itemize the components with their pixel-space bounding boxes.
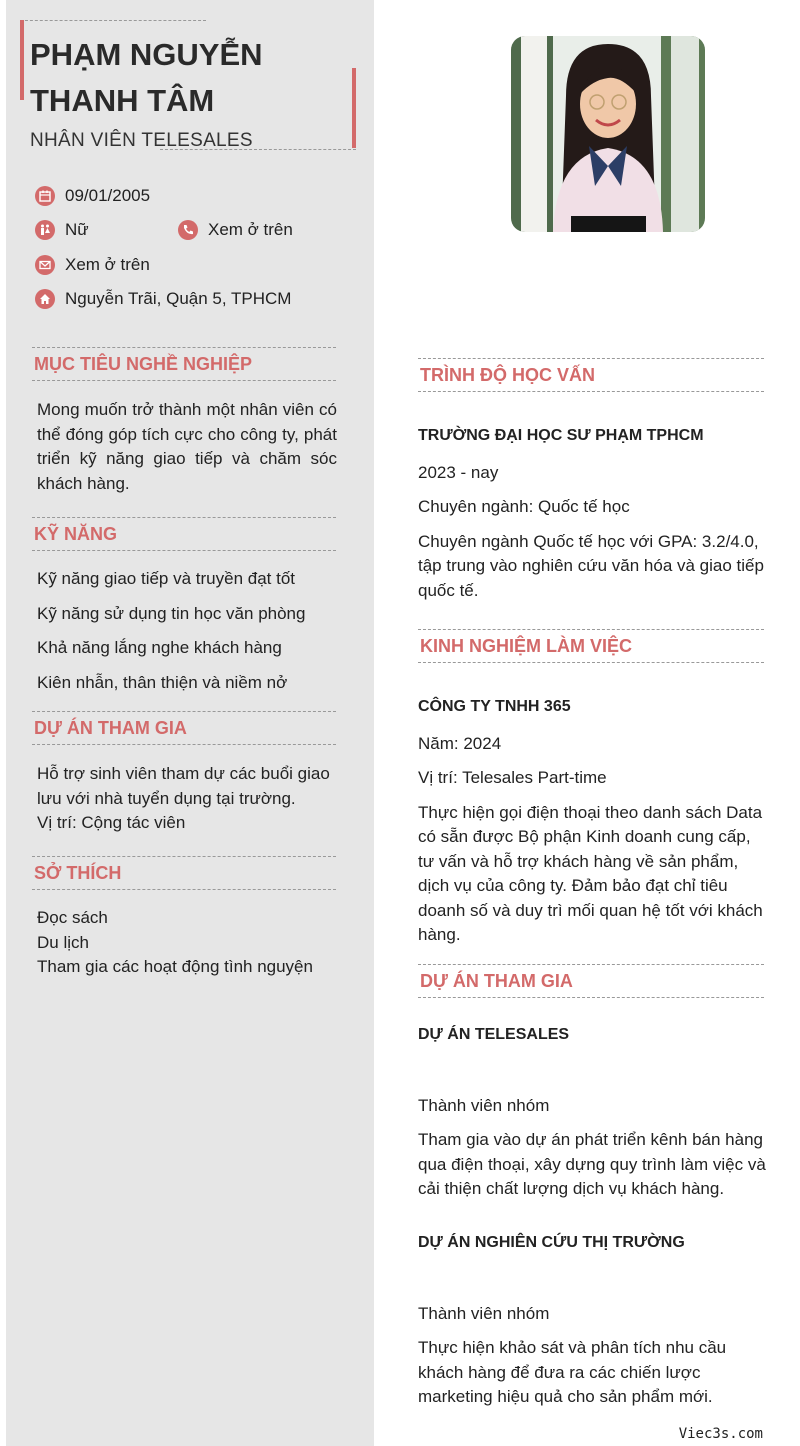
skill-item: Kỹ năng sử dụng tin học văn phòng <box>37 603 306 623</box>
hobby-item: Đọc sách <box>37 908 108 927</box>
education-heading: TRÌNH ĐỘ HỌC VẤN <box>418 358 764 392</box>
education-major: Chuyên ngành: Quốc tế học <box>418 497 630 516</box>
address-row <box>35 289 291 309</box>
birthdate-row <box>35 186 150 206</box>
experience-year: Năm: 2024 <box>418 733 502 753</box>
project-item <box>418 1023 766 1202</box>
job-title: NHÂN VIÊN TELESALES <box>30 130 253 151</box>
project-detail: Thực hiện khảo sát và phân tích nhu cầu khách hàng để đưa ra các chiến lược marketing hiệu quả cho sản phẩm mới. <box>418 1338 727 1406</box>
company-name: CÔNG TY TNHH 365 <box>418 698 571 715</box>
skills-heading: KỸ NĂNG <box>32 517 336 551</box>
project-item <box>418 1231 766 1410</box>
project-detail: Tham gia vào dự án phát triển kênh bán hàng qua điện thoại, xây dựng quy trình làm việc và cải thiện chất lượng dịch vụ khách hàng. <box>418 1130 766 1198</box>
birthdate-value: 09/01/2005 <box>65 186 151 205</box>
phone-row <box>178 220 293 240</box>
gender-icon <box>35 220 55 240</box>
hobby-item: Tham gia các hoạt động tình nguyện <box>37 957 313 976</box>
home-icon <box>35 289 55 309</box>
envelope-icon <box>35 255 55 275</box>
experience-block <box>418 695 766 948</box>
email-value: Xem ở trên <box>65 255 150 274</box>
projects-heading: DỰ ÁN THAM GIA <box>418 964 764 998</box>
gender-value: Nữ <box>65 220 89 239</box>
calendar-icon <box>35 186 55 206</box>
skills-list <box>37 567 337 705</box>
gender-row <box>35 220 89 240</box>
education-block <box>418 424 766 603</box>
left-project-role: Vị trí: Cộng tác viên <box>37 813 186 832</box>
hobbies-heading: SỞ THÍCH <box>32 856 336 890</box>
school-name: TRƯỜNG ĐẠI HỌC SƯ PHẠM TPHCM <box>418 427 704 444</box>
education-detail: Chuyên ngành Quốc tế học với GPA: 3.2/4.0, tập trung vào nghiên cứu văn hóa và giao tiếp quốc tế. <box>418 531 764 600</box>
experience-detail: Thực hiện gọi điện thoại theo danh sách Data có sẵn được Bộ phận Kinh doanh cung cấp, tư vấn và hỗ trợ khách hàng về sản phẩm, dịch vụ của công ty. Đảm bảo đạt chỉ tiêu doanh số và duy trì mối quan hệ tốt với khách hàng. <box>418 802 763 944</box>
project-role: Thành viên nhóm <box>418 1303 550 1323</box>
email-row <box>35 255 150 275</box>
experience-position: Vị trí: Telesales Part-time <box>418 768 607 787</box>
skill-item: Kiên nhẫn, thân thiện và niềm nở <box>37 672 288 692</box>
phone-icon <box>178 220 198 240</box>
project-name: DỰ ÁN NGHIÊN CỨU THỊ TRƯỜNG <box>418 1234 685 1251</box>
address-value: Nguyễn Trãi, Quận 5, TPHCM <box>65 289 292 308</box>
objective-text: Mong muốn trở thành một nhân viên có thể đóng góp tích cực cho công ty, phát triển kỹ năng giao tiếp và chăm sóc khách hàng. <box>37 400 337 493</box>
accent-bar-left <box>20 20 24 100</box>
hobby-item: Du lịch <box>37 932 89 952</box>
profile-photo <box>511 36 705 232</box>
experience-heading: KINH NGHIỆM LÀM VIỆC <box>418 629 764 663</box>
education-period: 2023 - nay <box>418 462 499 482</box>
candidate-name: PHẠM NGUYỄN THANH TÂM <box>30 37 263 118</box>
left-projects-text <box>37 762 337 836</box>
skill-item: Kỹ năng giao tiếp và truyền đạt tốt <box>37 569 296 588</box>
left-project-description: Hỗ trợ sinh viên tham dự các buổi giao lưu với nhà tuyển dụng tại trường. <box>37 764 330 808</box>
project-name: DỰ ÁN TELESALES <box>418 1026 570 1043</box>
project-role: Thành viên nhóm <box>418 1095 550 1115</box>
hobbies-list <box>37 906 337 980</box>
accent-bar-right <box>352 68 356 148</box>
phone-value: Xem ở trên <box>208 220 293 239</box>
footer-brand[interactable]: Viec3s.com <box>678 1426 763 1442</box>
left-projects-heading: DỰ ÁN THAM GIA <box>32 711 336 745</box>
name-block <box>20 20 356 150</box>
skill-item: Khả năng lắng nghe khách hàng <box>37 638 282 657</box>
objective-heading: MỤC TIÊU NGHỀ NGHIỆP <box>32 347 336 381</box>
